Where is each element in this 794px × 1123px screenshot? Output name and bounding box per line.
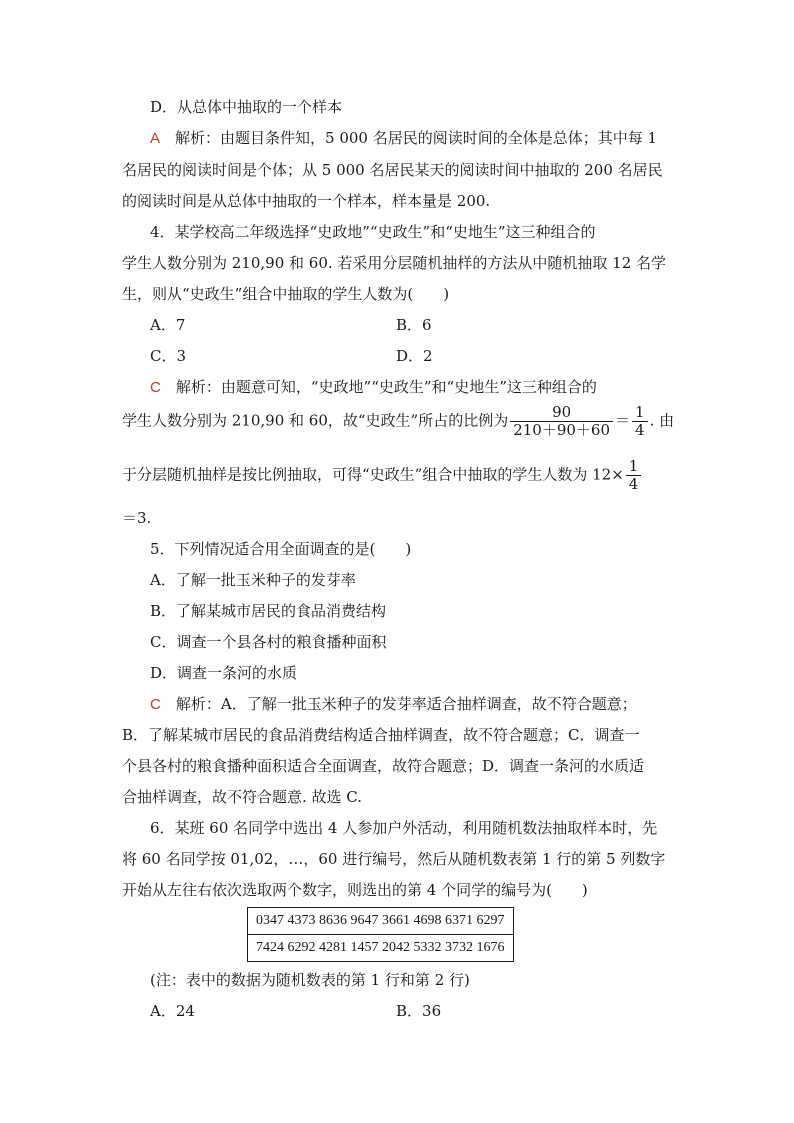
q5-answer-line-3: 个县各村的粮食播种面积适合全面调查，故符合题意；D．调查一条河的水质适 (122, 757, 645, 775)
q4-answer-line-3 (122, 458, 674, 493)
q6-note: (注：表中的数据为随机数表的第 1 行和第 2 行) (150, 971, 470, 989)
q5-answer-line-1 (150, 694, 702, 715)
q4-fraction-ratio-denominator: 210＋90＋60 (513, 421, 611, 439)
q4-answer-line-4: ＝3. (122, 509, 152, 527)
table-cell: 0347 4373 8636 9647 3661 4698 6371 6297 (248, 908, 514, 935)
q4-option-a: A．7 (150, 316, 186, 334)
q5-answer-line-4: 合抽样调查，故不符合题意. 故选 C. (122, 788, 363, 806)
q4-answer-text-2-post: . 由 (649, 411, 675, 430)
q5-option-d: D．调查一条河的水质 (150, 664, 298, 682)
q4-equals-sign: ＝ (615, 411, 631, 430)
q4-option-c: C．3 (150, 347, 187, 365)
q4-answer-text-3-pre: 于分层随机抽样是按比例抽取，可得“史政生”组合中抽取的学生人数为 12× (122, 465, 624, 484)
q6-stem-line-1: 6．某班 60 名同学中选出 4 人参加户外活动，利用随机数法抽取样本时，先 (150, 819, 658, 837)
prev-answer-line-2: 名居民的阅读时间是个体；从 5 000 名居民某天的阅读时间中抽取的 200 名居民 (122, 161, 663, 179)
q4-fraction-quarter-2 (626, 458, 642, 493)
prev-answer-text-1: 解析：由题目条件知，5 000 名居民的阅读时间的全体是总体；其中每 1 (175, 129, 658, 147)
q5-answer-text-1: 解析：A．了解一批玉米种子的发芽率适合抽样调查，故不符合题意； (175, 695, 637, 713)
prev-answer-line-1 (150, 128, 702, 149)
table-row (248, 935, 514, 962)
prev-option-d: D．从总体中抽取的一个样本 (150, 98, 343, 116)
q6-option-b: B．36 (396, 1002, 442, 1020)
q5-option-b: B．了解某城市居民的食品消费结构 (150, 602, 387, 620)
q4-fraction-quarter-denominator: 4 (635, 421, 645, 439)
q4-answer-line-1 (150, 377, 702, 398)
q5-stem: 5．下列情况适合用全面调查的是( ) (150, 540, 412, 558)
q4-fraction-ratio-numerator: 90 (510, 404, 613, 422)
q4-answer-line-2 (122, 404, 674, 439)
q4-option-b: B．6 (396, 316, 432, 334)
q4-fraction-quarter-2-denominator: 4 (628, 475, 639, 493)
q6-stem-line-2: 将 60 名同学按 01,02，…，60 进行编号，然后从随机数表第 1 行的第 5 列数字 (122, 850, 666, 868)
q4-answer-text-2-pre: 学生人数分别为 210,90 和 60，故“史政生”所占的比例为 (122, 411, 509, 430)
q5-option-c: C．调查一个县各村的粮食播种面积 (150, 633, 387, 651)
q4-option-d: D．2 (396, 347, 433, 365)
q4-stem-line-1: 4．某学校高二年级选择“史政地”“史政生”和“史地生”这三种组合的 (150, 223, 596, 241)
prev-answer-letter: A (150, 130, 161, 147)
q4-fraction-quarter (632, 404, 648, 439)
q5-answer-letter: C (150, 696, 161, 713)
q6-stem-line-3: 开始从左往右依次选取两个数字，则选出的第 4 个同学的编号为( ) (122, 881, 588, 899)
q4-answer-letter: C (150, 379, 161, 396)
q4-stem-line-2: 学生人数分别为 210,90 和 60. 若采用分层随机抽样的方法从中随机抽取 12 名学 (122, 254, 667, 272)
table-cell: 7424 6292 4281 1457 2042 5332 3732 1676 (248, 935, 514, 962)
random-number-table (247, 907, 514, 962)
q4-answer-text-1: 解析：由题意可知，“史政地”“史政生”和“史地生”这三种组合的 (175, 378, 597, 396)
q5-answer-line-2: B．了解某城市居民的食品消费结构适合抽样调查，故不符合题意；C．调查一 (122, 726, 640, 744)
q4-fraction-quarter-numerator: 1 (632, 404, 648, 422)
q6-option-a: A．24 (150, 1002, 195, 1020)
q4-stem-line-3: 生，则从“史政生”组合中抽取的学生人数为( ) (122, 285, 450, 303)
q4-fraction-ratio (510, 404, 613, 439)
q4-fraction-quarter-2-numerator: 1 (626, 458, 642, 476)
prev-answer-line-3: 的阅读时间是从总体中抽取的一个样本，样本量是 200. (122, 192, 491, 210)
q5-option-a: A．了解一批玉米种子的发芽率 (150, 571, 356, 589)
table-row (248, 908, 514, 935)
